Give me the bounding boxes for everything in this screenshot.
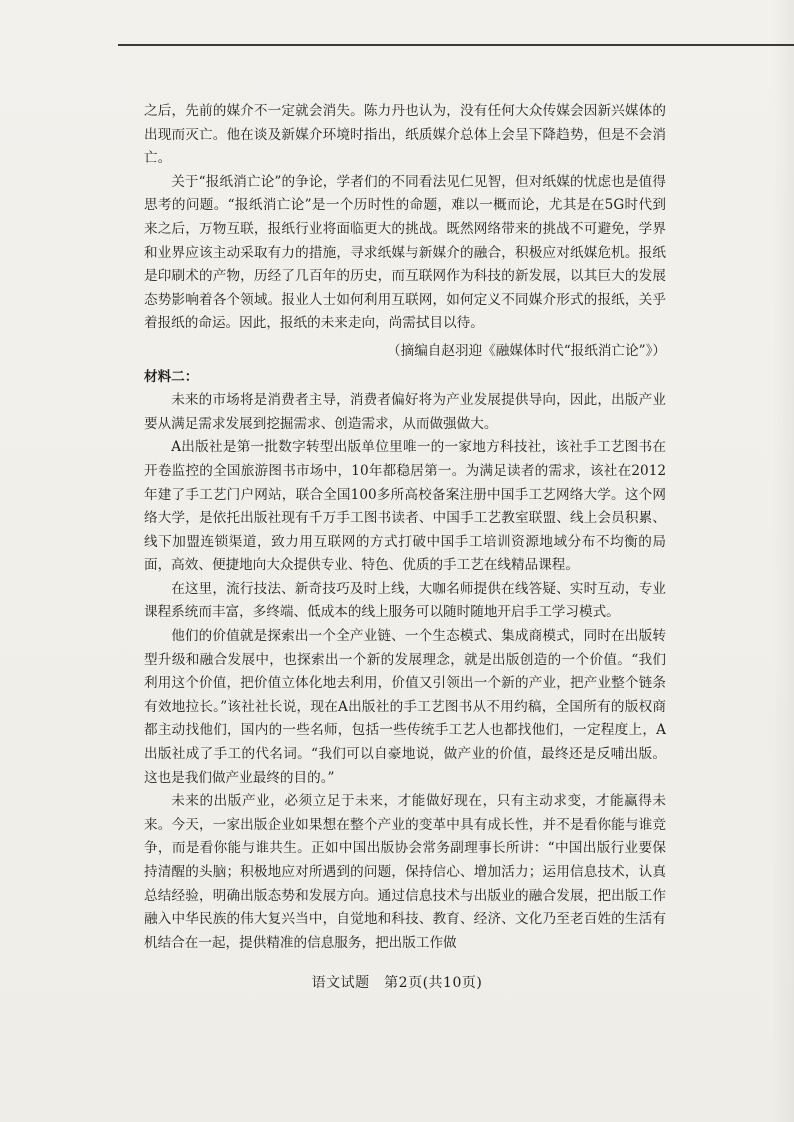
- paragraph: 在这里，流行技法、新奇技巧及时上线，大咖名师提供在线答疑、实时互动，专业课程系统而丰富，多终端、低成本的线上服务可以随时随地开启手工学习模式。: [144, 580, 666, 621]
- paragraph: 未来的市场将是消费者主导，消费者偏好将为产业发展提供导向，因此，出版产业要从满足需求发展到挖掘需求、创造需求，从而做强做大。: [144, 392, 666, 432]
- paragraph: 未来的出版产业，必须立足于未来，才能做好现在，只有主动求变，才能赢得未来。今天，一家出版企业如果想在整个产业的变革中具有成长性，并不是看你能与谁竞争，而是看你能与谁共生。正如中国出版协会常务副理事长所讲：“中国出版行业要保持清醒的头脑；积极地应对所遇到的问题，保持信心、增加活力；运用信息技术，认真总结经验，明确出版态势和发展方向。通过信息技术与出版业的融合发展，把出版工作融入中华民族的伟大复兴当中，自觉地和科技、教育、经济、文化乃至老百姓的生活有机结合在一起，提供精准的信息服务，把出版工作做: [144, 793, 666, 951]
- paragraph: A出版社是第一批数字转型出版单位里唯一的一家地方科技社，该社手工艺图书在开卷监控的全国旅游图书市场中，10年都稳居第一。为满足读者的需求，该社在2012年建了手工艺门户网站，联合全国100多所高校备案注册中国手工艺网络大学。这个网络大学，是依托出版社现有千万手工图书读者、中国手工艺教室联盟、线上会员积累、线下加盟连锁渠道，致力用互联网的方式打破中国手工培训资源地域分布不均衡的局面，高效、便捷地向大众提供专业、特色、优质的手工艺在线精品课程。: [144, 439, 666, 574]
- page-footer: 语文试题 第2页(共10页): [311, 975, 483, 991]
- source-citation: （摘编自赵羽迎《融媒体时代“报纸消亡论”》）: [387, 342, 666, 359]
- top-rule: [118, 44, 794, 46]
- paragraph: 关于“报纸消亡论”的争论，学者们的不同看法见仁见智，但对纸媒的忧虑也是值得思考的问题。“报纸消亡论”是一个历时性的命题，难以一概而论，尤其是在5G时代到来之后，万物互联，报纸行业将面临更大的挑战。既然网络带来的挑战不可避免，学界和业界应该主动采取有力的措施，寻求纸媒与新媒介的融合，积极应对纸媒危机。报纸是印刷术的产物，历经了几百年的历史，而互联网作为科技的新发展，以其巨大的发展态势影响着各个领域。报业人士如何利用互联网，如何定义不同媒介形式的报纸，关乎着报纸的命运。因此，报纸的未来走向，尚需拭目以待。: [144, 173, 666, 332]
- paragraph: 他们的价值就是探索出一个全产业链、一个生态模式、集成商模式，同时在出版转型升级和融合发展中，也探索出一个新的发展理念，就是出版创造的一个价值。“我们利用这个价值，把价值立体化地去利用，价值又引领出一个新的产业，把产业整个链条有效地拉长。”该社社长说，现在A出版社的手工艺图书从不用约稿，全国所有的版权商都主动找他们，国内的一些名师，包括一些传统手工艺人也都找他们，一定程度上，A出版社成了手工的代名词。“我们可以自豪地说，做产业的价值，最终还是反哺出版。这也是我们做产业最终的目的。”: [144, 628, 666, 786]
- scan-edge-shadow: [772, 0, 794, 1122]
- paragraph-continuation: 之后，先前的媒介不一定就会消失。陈力丹也认为，没有任何大众传媒会因新兴媒体的出现而灭亡。他在谈及新媒介环境时指出，纸质媒介总体上会呈下降趋势，但是不会消亡。: [144, 103, 666, 167]
- material-two-heading: 材料二：: [144, 368, 199, 385]
- article-body: [144, 100, 666, 955]
